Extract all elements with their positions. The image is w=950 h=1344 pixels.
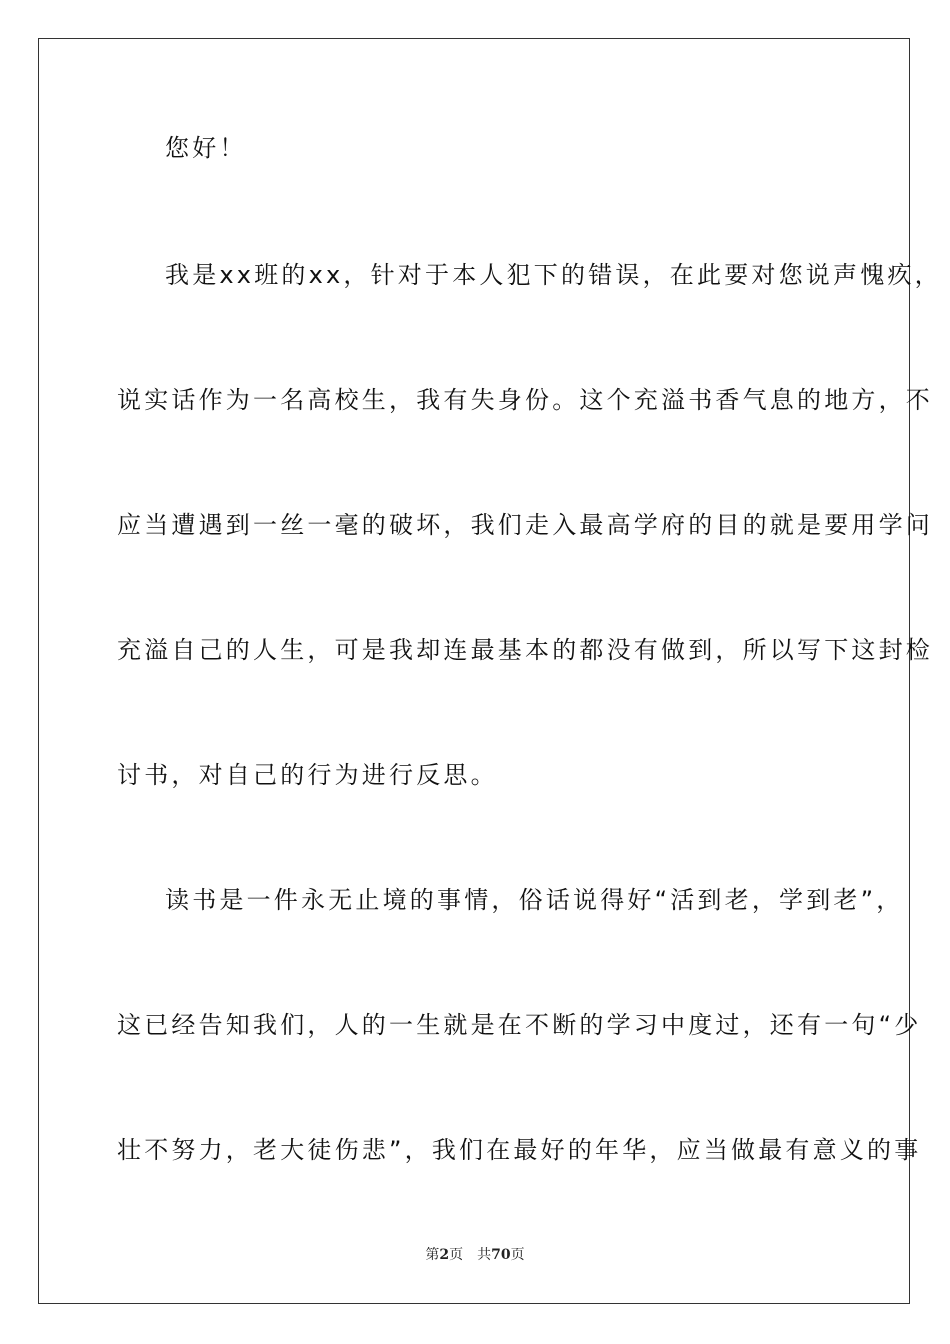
total-pages: 70 [491, 1247, 511, 1263]
total-suffix: 页 [510, 1247, 525, 1263]
paragraph-line-4: 充溢自己的人生，可是我却连最基本的都没有做到，所以写下这封检 [117, 636, 933, 664]
page-prefix: 第 [425, 1247, 440, 1263]
paragraph-line-1: 我是xx班的xx，针对于本人犯下的错误，在此要对您说声愧疚， [165, 261, 942, 289]
page-border [38, 38, 910, 1304]
page-number: 2 [439, 1247, 450, 1263]
page-footer [0, 1246, 950, 1264]
greeting-line: 您好！ [165, 134, 247, 162]
paragraph-line-6: 读书是一件永无止境的事情，俗话说得好“活到老，学到老”， [165, 886, 904, 914]
paragraph-line-7: 这已经告知我们，人的一生就是在不断的学习中度过，还有一句“少 [117, 1011, 922, 1039]
total-prefix: 共 [477, 1247, 492, 1263]
paragraph-line-3: 应当遭遇到一丝一毫的破坏，我们走入最高学府的目的就是要用学问 [117, 511, 933, 539]
paragraph-line-2: 说实话作为一名高校生，我有失身份。这个充溢书香气息的地方，不 [117, 386, 933, 414]
page-suffix: 页 [449, 1247, 464, 1263]
paragraph-line-8: 壮不努力，老大徒伤悲”，我们在最好的年华，应当做最有意义的事 [117, 1136, 922, 1164]
paragraph-line-5: 讨书，对自己的行为进行反思。 [117, 761, 498, 789]
